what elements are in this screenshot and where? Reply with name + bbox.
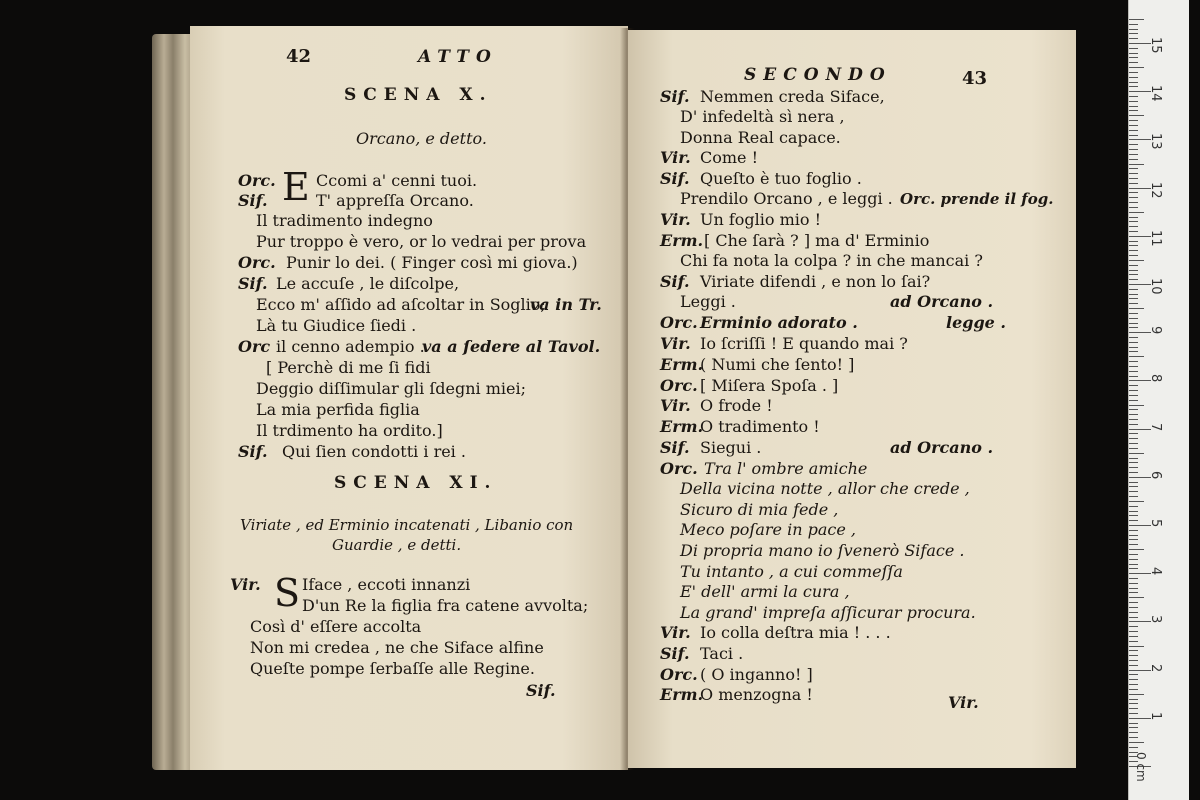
ruler-tick [1129, 318, 1138, 319]
ruler-tick [1129, 67, 1144, 68]
ruler-tick [1129, 192, 1138, 193]
ruler-tick [1129, 486, 1138, 487]
ruler-tick [1129, 231, 1138, 232]
ruler-number: 15 [1148, 37, 1163, 54]
ruler-tick [1129, 347, 1138, 348]
ruler-tick [1129, 125, 1138, 126]
ruler-tick [1129, 414, 1138, 415]
ruler-tick [1129, 636, 1138, 637]
ruler-tick [1129, 443, 1138, 444]
ruler-tick [1129, 96, 1138, 97]
scene-xi-cast-line2: Guardie , e detti. [332, 536, 462, 554]
verse-line: Così d' eſſere accolta [250, 617, 422, 636]
ruler-tick [1129, 19, 1144, 20]
ruler-number: 5 [1148, 519, 1163, 528]
ruler-tick [1129, 515, 1138, 516]
ruler-tick [1129, 592, 1138, 593]
ruler-tick [1129, 433, 1138, 434]
ruler-tick [1129, 727, 1138, 728]
ruler-tick [1129, 405, 1144, 406]
speaker: Erm. [660, 355, 704, 374]
right-page [628, 30, 1076, 768]
speaker: Sif. [238, 442, 268, 461]
ruler-tick [1129, 713, 1138, 714]
ruler-tick [1129, 684, 1138, 685]
ruler-tick [1129, 217, 1138, 218]
ruler-number: 3 [1148, 615, 1163, 624]
ruler-number: 4 [1148, 567, 1163, 576]
ruler-tick [1129, 260, 1144, 261]
ruler-tick [1129, 482, 1138, 483]
verse-line: Tra l' ombre amiche [704, 459, 868, 478]
stage-direction: va a ſedere al Tavol. [422, 337, 601, 356]
ruler-tick [1129, 57, 1138, 58]
catchword-left: Sif. [526, 681, 556, 700]
ruler-tick [1129, 241, 1138, 242]
ruler-number: 13 [1148, 133, 1163, 150]
ruler-tick [1129, 270, 1138, 271]
ruler-tick [1129, 48, 1138, 49]
ruler-tick [1129, 689, 1138, 690]
speaker: Sif. [660, 644, 690, 663]
speaker: Sif. [660, 169, 690, 188]
ruler-tick [1129, 626, 1138, 627]
verse-line: Tu intanto , a cui commeſſa [680, 562, 903, 581]
speaker: Vir. [660, 623, 691, 642]
ruler-tick [1129, 597, 1144, 598]
ruler-tick [1129, 308, 1144, 309]
ruler-tick [1129, 400, 1138, 401]
verse-line: E' dell' armi la cura , [680, 582, 850, 601]
ruler-tick [1129, 33, 1138, 34]
ruler-tick [1129, 409, 1138, 410]
verse-line: O menzogna ! [700, 685, 813, 704]
ruler-tick [1129, 144, 1138, 145]
ruler-tick [1129, 578, 1138, 579]
ruler-number: 9 [1148, 326, 1163, 335]
ruler-tick [1129, 723, 1138, 724]
ruler-tick [1129, 501, 1144, 502]
ruler-tick [1129, 607, 1138, 608]
verse-line: [ Che ſarà ? ] ma d' Erminio [704, 231, 930, 250]
ruler-tick [1129, 178, 1138, 179]
verse-line: Viriate difendi , e non lo ſai? [700, 272, 931, 291]
catchword-right: Vir. [948, 693, 979, 712]
ruler-tick [1129, 424, 1138, 425]
verse-line: [ Miſera Spoſa . ] [700, 376, 839, 395]
page-number-right: 43 [962, 68, 988, 89]
verse-line: Ccomi a' cenni tuoi. [316, 171, 478, 190]
ruler-tick [1129, 655, 1138, 656]
ruler-tick [1129, 617, 1138, 618]
ruler-tick [1129, 511, 1138, 512]
scene-x-cast: Orcano, e detto. [356, 129, 487, 148]
speaker: Sif. [238, 274, 268, 293]
ruler-tick [1129, 665, 1138, 666]
stage-direction: ad Orcano . [890, 292, 994, 311]
verse-line: Io colla deſtra mia ! . . . [700, 623, 891, 642]
ruler-tick [1129, 120, 1138, 121]
verse-line: Qui ſien condotti i rei . [282, 442, 466, 461]
verse-line: Nemmen creda Siface, [700, 87, 885, 106]
ruler-tick [1129, 159, 1138, 160]
ruler-tick [1129, 361, 1138, 362]
ruler-tick [1129, 53, 1138, 54]
ruler-tick [1129, 747, 1138, 748]
stage-direction: Orc. prende il fog. [900, 190, 1054, 208]
verse-line: Le accuſe , le diſcolpe, [276, 274, 460, 293]
ruler-tick [1129, 564, 1138, 565]
ruler-tick [1129, 212, 1144, 213]
ruler-tick [1129, 226, 1138, 227]
ruler-tick [1129, 356, 1144, 357]
ruler-tick [1129, 72, 1138, 73]
verse-line: Taci . [700, 644, 744, 663]
ruler-tick [1129, 390, 1138, 391]
speaker: Sif. [660, 272, 690, 291]
speaker: Orc. [238, 253, 276, 272]
verse-line: La grand' impreſa aſſicurar procura. [680, 603, 976, 622]
dropcap-s: S [274, 571, 301, 615]
measuring-ruler [1128, 0, 1189, 800]
verse-line: Queſto è tuo foglio . [700, 169, 862, 188]
stage-direction: legge . [946, 313, 1006, 332]
verse-line: Prendilo Orcano , e leggi . [680, 189, 893, 208]
stage-direction: ad Orcano . [890, 438, 994, 457]
ruler-number: 12 [1148, 181, 1163, 199]
speaker: Orc [238, 337, 271, 356]
ruler-tick [1129, 438, 1138, 439]
speaker: Orc. [238, 171, 276, 190]
ruler-tick [1129, 303, 1138, 304]
ruler-tick [1129, 101, 1138, 102]
ruler-number: 1 [1148, 711, 1163, 721]
ruler-tick [1129, 694, 1144, 695]
ruler-tick [1129, 554, 1138, 555]
ruler-tick [1129, 699, 1138, 700]
ruler-tick [1129, 535, 1138, 536]
ruler-tick [1129, 568, 1138, 569]
ruler-tick [1129, 342, 1138, 343]
ruler-tick [1129, 583, 1138, 584]
speaker: Vir. [230, 575, 261, 594]
verse-line: Chi fa nota la colpa ? in che mancai ? [680, 251, 983, 270]
ruler-tick [1129, 86, 1138, 87]
ruler-tick [1129, 742, 1144, 743]
speaker: Orc. [660, 376, 698, 395]
ruler-tick [1129, 265, 1138, 266]
ruler-tick [1129, 708, 1138, 709]
ruler-tick [1129, 82, 1138, 83]
speaker: Orc. [660, 459, 698, 478]
verse-line: ( Numi che ſento! ] [700, 355, 855, 374]
ruler-tick [1129, 173, 1138, 174]
speaker: Sif. [660, 87, 690, 106]
ruler-tick [1129, 453, 1144, 454]
speaker: Vir. [660, 396, 691, 415]
speaker: Erm. [660, 685, 704, 704]
page-number-left: 42 [286, 46, 312, 67]
ruler-tick [1129, 154, 1138, 155]
dropcap-e: E [282, 165, 310, 209]
left-page [190, 26, 628, 770]
running-head-left: ATTO [418, 47, 498, 67]
ruler-tick [1129, 221, 1138, 222]
ruler-tick [1129, 448, 1138, 449]
verse-line: Il trdimento ha ordito.] [256, 421, 443, 440]
verse-line: Un foglio mio ! [700, 210, 822, 229]
running-head-right: SECONDO [744, 65, 892, 85]
verse-line: Queſte pompe ſerbaſſe alle Regine. [250, 659, 535, 678]
verse-line: ( O inganno! ] [700, 665, 813, 684]
ruler-tick [1129, 197, 1138, 198]
ruler-number: 10 [1148, 278, 1163, 295]
verse-line: D'un Re la figlia fra catene avvolta; [302, 596, 589, 615]
ruler-unit-label: 0 cm [1134, 752, 1148, 782]
ruler-tick [1129, 274, 1138, 275]
ruler-tick [1129, 385, 1138, 386]
ruler-tick [1129, 38, 1138, 39]
ruler-tick [1129, 245, 1138, 246]
ruler-tick [1129, 612, 1138, 613]
speaker: Vir. [660, 210, 691, 229]
ruler-tick [1129, 559, 1138, 560]
ruler-tick [1129, 327, 1138, 328]
ruler-tick [1129, 467, 1138, 468]
verse-line: Sicuro di mia fede , [680, 500, 839, 519]
ruler-tick [1129, 289, 1138, 290]
ruler-tick [1129, 115, 1144, 116]
ruler-tick [1129, 168, 1138, 169]
ruler-tick [1129, 458, 1138, 459]
ruler-tick [1129, 351, 1138, 352]
verse-line: Erminio adorato . [700, 313, 858, 332]
verse-line: Leggi . [680, 292, 736, 311]
ruler-tick [1129, 530, 1138, 531]
stage-direction: va in Tr. [530, 295, 602, 314]
ruler-tick [1129, 255, 1138, 256]
speaker: Erm. [660, 231, 704, 250]
ruler-tick [1129, 674, 1138, 675]
ruler-number: 8 [1148, 374, 1163, 383]
verse-line: Meco poſare in pace , [680, 520, 856, 539]
verse-line: Iface , eccoti innanzi [302, 575, 471, 594]
ruler-tick [1129, 496, 1138, 497]
ruler-tick [1129, 149, 1138, 150]
ruler-tick [1129, 62, 1138, 63]
verse-line: Di propria mano io ſvenerò Siface . [680, 541, 965, 560]
ruler-tick [1129, 737, 1138, 738]
speaker: Vir. [660, 148, 691, 167]
verse-line: Punir lo dei. ( Finger così mi giova.) [286, 253, 578, 272]
ruler-tick [1129, 395, 1138, 396]
verse-line: O tradimento ! [700, 417, 820, 436]
verse-line: Pur troppo è vero, or lo vedrai per prova [256, 232, 587, 251]
ruler-tick [1129, 602, 1138, 603]
verse-line: Come ! [700, 148, 759, 167]
ruler-tick [1129, 660, 1138, 661]
verse-line: Non mi credea , ne che Siface alfine [250, 638, 544, 657]
ruler-tick [1129, 491, 1138, 492]
ruler-number: 11 [1148, 229, 1163, 247]
scene-x-title: SCENA X. [344, 85, 493, 105]
ruler-tick [1129, 366, 1138, 367]
ruler-tick [1129, 732, 1138, 733]
ruler-tick [1129, 472, 1138, 473]
verse-line: Siegui . [700, 438, 762, 457]
ruler-tick [1129, 337, 1138, 338]
scene-xi-cast-line1: Viriate , ed Erminio incatenati , Libanio con [240, 516, 574, 534]
verse-line: Della vicina notte , allor che crede , [680, 479, 970, 498]
speaker: Sif. [238, 191, 268, 210]
ruler-tick [1129, 646, 1144, 647]
ruler-tick [1129, 298, 1138, 299]
ruler-tick [1129, 679, 1138, 680]
verse-line: [ Perchè di me ſi fidi [266, 358, 431, 377]
ruler-tick [1129, 419, 1138, 420]
verse-line: Io ſcriſſi ! E quando mai ? [700, 334, 908, 353]
ruler-tick [1129, 164, 1144, 165]
ruler-tick [1129, 544, 1138, 545]
ruler-tick [1129, 77, 1138, 78]
speaker: Sif. [660, 438, 690, 457]
ruler-tick [1129, 110, 1138, 111]
ruler-tick [1129, 250, 1138, 251]
ruler-tick [1129, 106, 1138, 107]
ruler-tick [1129, 294, 1138, 295]
ruler-tick [1129, 703, 1138, 704]
verse-line: Donna Real capace. [680, 128, 841, 147]
ruler-tick [1129, 207, 1138, 208]
ruler-tick [1129, 279, 1138, 280]
ruler-tick [1129, 462, 1138, 463]
ruler-tick [1129, 202, 1138, 203]
ruler-tick [1129, 641, 1138, 642]
verse-line: Il tradimento indegno [256, 211, 433, 230]
ruler-tick [1129, 539, 1138, 540]
verse-line: La mia perfida figlia [256, 400, 420, 419]
ruler-tick [1129, 520, 1138, 521]
ruler-tick [1129, 313, 1138, 314]
ruler-number: 2 [1148, 663, 1163, 672]
ruler-tick [1129, 323, 1138, 324]
ruler-tick [1129, 130, 1138, 131]
verse-line: Ecco m' aſſido ad aſcoltar in Soglio; [256, 295, 546, 314]
ruler-number: 6 [1148, 470, 1163, 480]
ruler-tick [1129, 376, 1138, 377]
ruler-tick [1129, 24, 1138, 25]
ruler-tick [1129, 549, 1144, 550]
verse-line: Là tu Giudice ſiedi . [256, 316, 417, 335]
ruler-tick [1129, 631, 1138, 632]
ruler-number: 7 [1148, 422, 1163, 431]
ruler-tick [1129, 588, 1138, 589]
speaker: Vir. [660, 334, 691, 353]
ruler-tick [1129, 183, 1138, 184]
ruler-tick [1129, 135, 1138, 136]
verse-line: O frode ! [700, 396, 773, 415]
verse-line: T' appreſſa Orcano. [316, 191, 474, 210]
verse-line: D' infedeltà sì nera , [680, 107, 845, 126]
ruler-tick [1129, 371, 1138, 372]
ruler-tick [1129, 650, 1138, 651]
verse-line: il cenno adempio . [276, 337, 425, 356]
speaker: Erm. [660, 417, 704, 436]
ruler-tick [1129, 506, 1138, 507]
scene-xi-title: SCENA XI. [334, 473, 498, 493]
speaker: Orc. [660, 665, 698, 684]
verse-line: Deggio diſſimular gli ſdegni miei; [256, 379, 527, 398]
ruler-tick [1129, 29, 1138, 30]
speaker: Orc. [660, 313, 698, 332]
ruler-number: 14 [1148, 85, 1163, 102]
